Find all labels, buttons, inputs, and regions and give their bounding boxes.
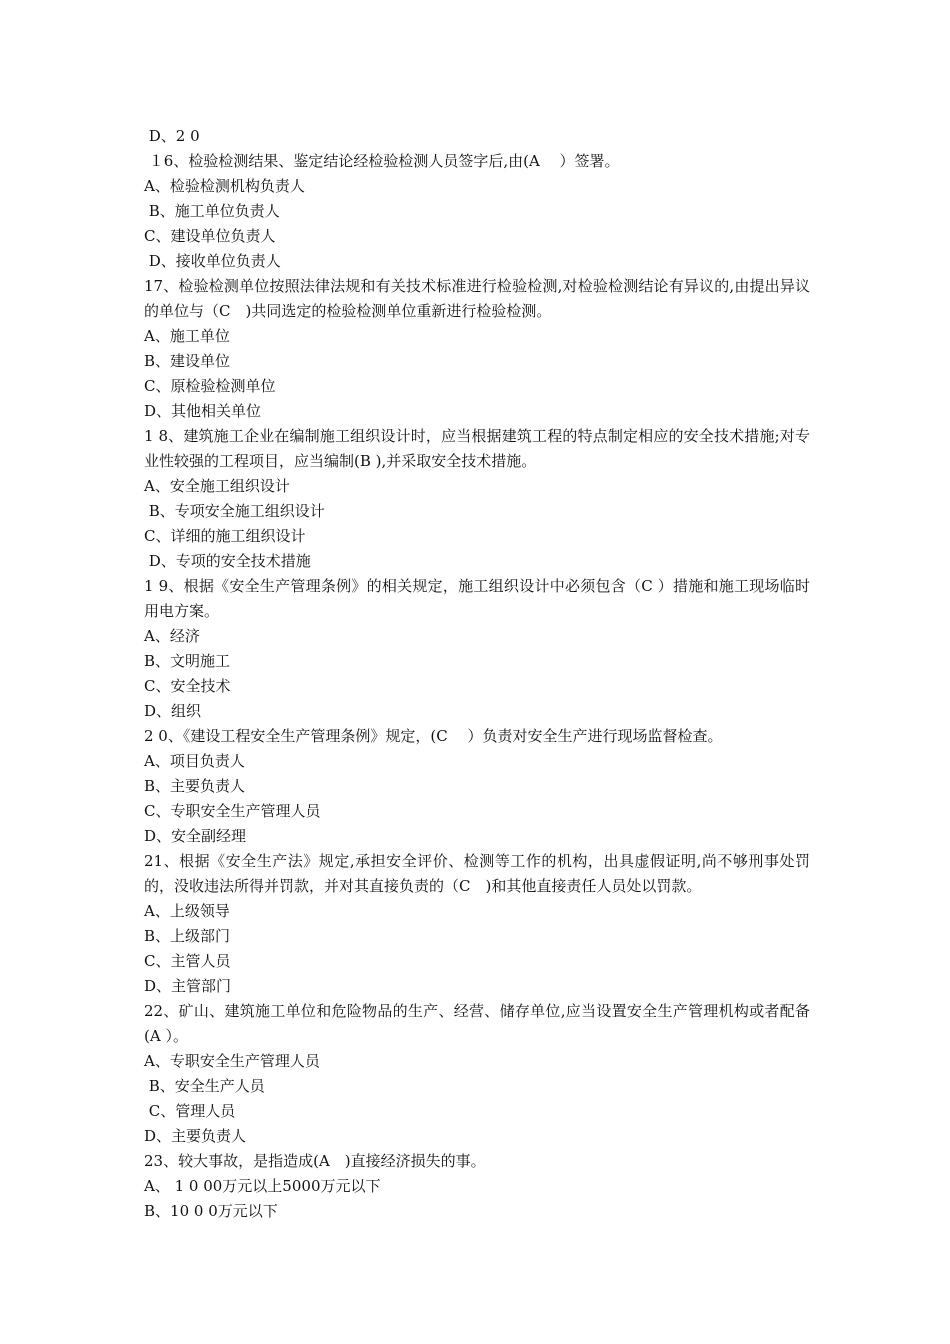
option-line: A、专职安全生产管理人员: [144, 1052, 320, 1070]
option-line: D、接收单位负责人: [144, 252, 281, 270]
option-line: D、2 0: [144, 127, 200, 145]
option-line: A、安全施工组织设计: [144, 477, 290, 495]
option-line: D、专项的安全技术措施: [144, 552, 311, 570]
option-line: A、 1 0 00万元以上5000万元以下: [144, 1177, 381, 1195]
question-line: 17、检验检测单位按照法律法规和有关技术标准进行检验检测,对检验检测结论有异议的,由提出异议的单位与（C )共同选定的检验检测单位重新进行检验检测。: [144, 277, 810, 320]
question-line: 22、矿山、建筑施工单位和危险物品的生产、经营、储存单位,应当设置安全生产管理机构或者配备(A ）。: [144, 1002, 810, 1045]
option-line: D、安全副经理: [144, 827, 247, 845]
question-line: 21、根据《安全生产法》规定,承担安全评价、检测等工作的机构，出具虚假证明,尚不够刑事处罚的，没收违法所得并罚款，并对其直接负责的（C )和其他直接责任人员处以罚款。: [144, 852, 810, 895]
option-line: B、施工单位负责人: [144, 202, 280, 220]
option-line: A、检验检测机构负责人: [144, 177, 305, 195]
option-line: A、经济: [144, 627, 200, 645]
question-line: 23、较大事故，是指造成(A )直接经济损失的事。: [144, 1152, 486, 1170]
option-line: B、上级部门: [144, 927, 231, 945]
option-line: C、安全技术: [144, 677, 231, 695]
option-line: B、专项安全施工组织设计: [144, 502, 325, 520]
option-line: B、建设单位: [144, 352, 231, 370]
option-line: A、上级领导: [144, 902, 230, 920]
document-body: [144, 124, 810, 1224]
option-line: C、主管人员: [144, 952, 231, 970]
option-line: A、项目负责人: [144, 752, 245, 770]
option-line: C、专职安全生产管理人员: [144, 802, 321, 820]
option-line: B、文明施工: [144, 652, 231, 670]
question-line: 1 8、建筑施工企业在编制施工组织设计时，应当根据建筑工程的特点制定相应的安全技术措施;对专业性较强的工程项目，应当编制(B ),并采取安全技术措施。: [144, 427, 810, 470]
option-line: C、建设单位负责人: [144, 227, 276, 245]
option-line: C、原检验检测单位: [144, 377, 276, 395]
option-line: D、其他相关单位: [144, 402, 262, 420]
option-line: A、施工单位: [144, 327, 230, 345]
option-line: D、主要负责人: [144, 1127, 247, 1145]
option-line: B、10 0 0万元以下: [144, 1202, 278, 1220]
question-line: 2 0、《建设工程安全生产管理条例》规定，(C ）负责对安全生产进行现场监督检查。: [144, 727, 723, 745]
question-line: １6、检验检测结果、鉴定结论经检验检测人员签字后,由(A ）签署。: [144, 152, 620, 170]
option-line: C、详细的施工组织设计: [144, 527, 306, 545]
option-line: C、管理人员: [144, 1102, 236, 1120]
question-line: 1 9、根据《安全生产管理条例》的相关规定，施工组织设计中必须包含（C ）措施和施工现场临时用电方案。: [144, 577, 810, 620]
option-line: B、主要负责人: [144, 777, 246, 795]
option-line: B、安全生产人员: [144, 1077, 265, 1095]
option-line: D、主管部门: [144, 977, 232, 995]
option-line: D、组织: [144, 702, 202, 720]
